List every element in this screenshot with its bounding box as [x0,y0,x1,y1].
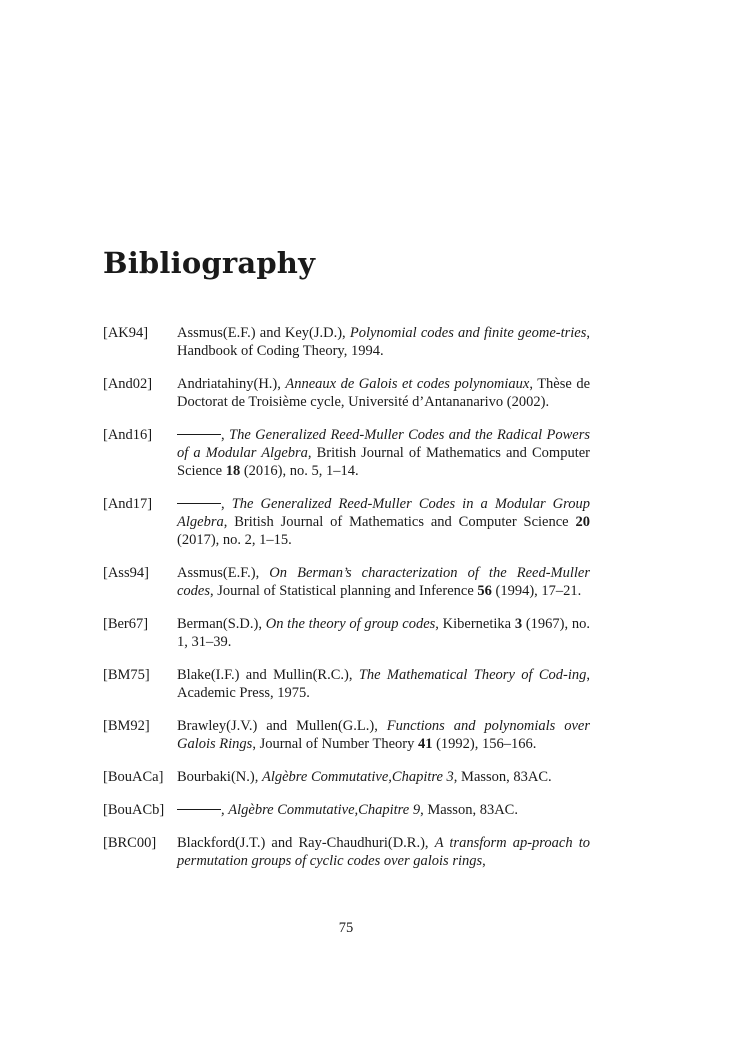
bib-entry-and02 [103,375,590,411]
bib-entry-and16 [103,426,590,480]
bib-publication: , Journal of Number Theory [252,736,418,752]
bib-publication: , Handbook of Coding Theory, 1994. [177,325,590,359]
bib-key: [And17] [103,496,153,512]
bib-title: Algèbre Commutative,Chapitre 9 [228,802,421,818]
bib-body [177,375,590,411]
bib-body [177,717,590,753]
bib-publication: , Masson, 83AC. [453,769,552,785]
bib-body [177,834,590,870]
page-number: 75 [338,920,354,936]
bib-details: (1994), 17–21. [491,583,582,599]
bib-title: A transform ap-proach to permutation groups of cyclic codes over galois rings [177,835,590,869]
bib-key: [And02] [103,376,153,392]
bib-key: [BouACa] [103,769,164,785]
same-author-rule [177,434,221,435]
bib-title: The Generalized Reed-Muller Codes and the Radical Powers of a Modular Algebra [177,427,591,461]
bib-details: (2016), no. 5, 1–14. [240,463,359,479]
bib-key: [BRC00] [103,835,157,851]
bib-entry-ber67 [103,615,590,651]
bib-key: [And16] [103,427,153,443]
bib-entry-bm75 [103,666,590,702]
bib-entry-bm92 [103,717,590,753]
bib-publication: , [482,853,486,869]
bib-key: [BM75] [103,667,150,683]
bib-authors: Brawley(J.V.) and Mullen(G.L.), [177,718,387,734]
bib-body [177,768,590,786]
bib-volume: 18 [225,463,241,479]
bib-details: (1967), no. 1, 31–39. [177,616,590,650]
bib-title: The Generalized Reed-Muller Codes in a Modular Group Algebra [177,496,590,530]
bib-volume: 56 [477,583,492,599]
bib-entry-and17 [103,495,590,549]
bib-body: , Algèbre Commutative,Chapitre 9, Masson, 83AC. [177,801,590,819]
bib-authors: Blackford(J.T.) and Ray-Chaudhuri(D.R.), [177,835,435,851]
bib-title: Algèbre Commutative,Chapitre 3 [261,769,454,785]
bib-entry-brc00 [103,834,590,870]
bib-title: Polynomial codes and finite geome-tries [349,325,587,341]
bib-authors: Berman(S.D.), [177,616,266,632]
bib-key: [BouACb] [103,802,165,818]
bib-body [177,666,590,702]
bib-authors: Andriatahiny(H.), [177,376,286,392]
bib-body [177,615,590,651]
same-author-rule [177,809,221,810]
bib-publication: , Kibernetika [435,616,515,632]
bib-title: On the theory of group codes [265,616,436,632]
bib-authors: Bourbaki(N.), [177,769,262,785]
bib-title: Anneaux de Galois et codes polynomiaux [285,376,530,392]
bib-body [177,324,590,360]
bib-authors: Assmus(E.F.), [177,565,270,581]
bib-details: (1992), 156–166. [432,736,537,752]
page-title: Bibliography [103,246,316,280]
bib-body: , The Generalized Reed-Muller Codes in a Modular Group Algebra, British Journal of Mathematics and Computer Science 20 (2017), no. 2, 1–15. [177,496,590,548]
bibliography-list [103,324,590,885]
bib-volume: 41 [417,736,433,752]
bib-entry-ass94 [103,564,590,600]
bib-key: [Ass94] [103,565,149,581]
bib-details: (2017), no. 2, 1–15. [177,532,292,548]
bib-volume: 20 [575,514,590,530]
bib-key: [BM92] [103,718,150,734]
bib-entry-bouaca [103,768,590,786]
bib-title: Functions and polynomials over Galois Rings [177,718,590,752]
bib-volume: 3 [514,616,523,632]
bib-key: [Ber67] [103,616,149,632]
same-author-rule [177,503,221,504]
bib-entry-ak94 [103,324,590,360]
bib-key: [AK94] [103,325,149,341]
bib-publication: , British Journal of Mathematics and Computer Science [223,514,576,530]
bib-publication: , Journal of Statistical planning and Inference [210,583,478,599]
bib-publication: , Academic Press, 1975. [177,667,591,701]
bib-body: , The Generalized Reed-Muller Codes and the Radical Powers of a Modular Algebra, British Journal of Mathematics and Computer Science 18 (2016), no. 5, 1–14. [177,427,591,479]
bib-publication: , British Journal of Mathematics and Computer Science [177,445,590,479]
bib-title: On Berman’s characterization of the Reed-Muller codes [177,565,590,599]
bib-authors: Blake(I.F.) and Mullin(R.C.), [177,667,359,683]
bib-body [177,564,590,600]
bib-entry-bouacb [103,801,590,819]
bib-title: The Mathematical Theory of Cod-ing [358,667,587,683]
bib-publication: , Thèse de Doctorat de Troisième cycle, Université d’Antananarivo (2002). [177,376,591,410]
bib-publication: , Masson, 83AC. [420,802,518,818]
bib-authors: Assmus(E.F.) and Key(J.D.), [177,325,350,341]
